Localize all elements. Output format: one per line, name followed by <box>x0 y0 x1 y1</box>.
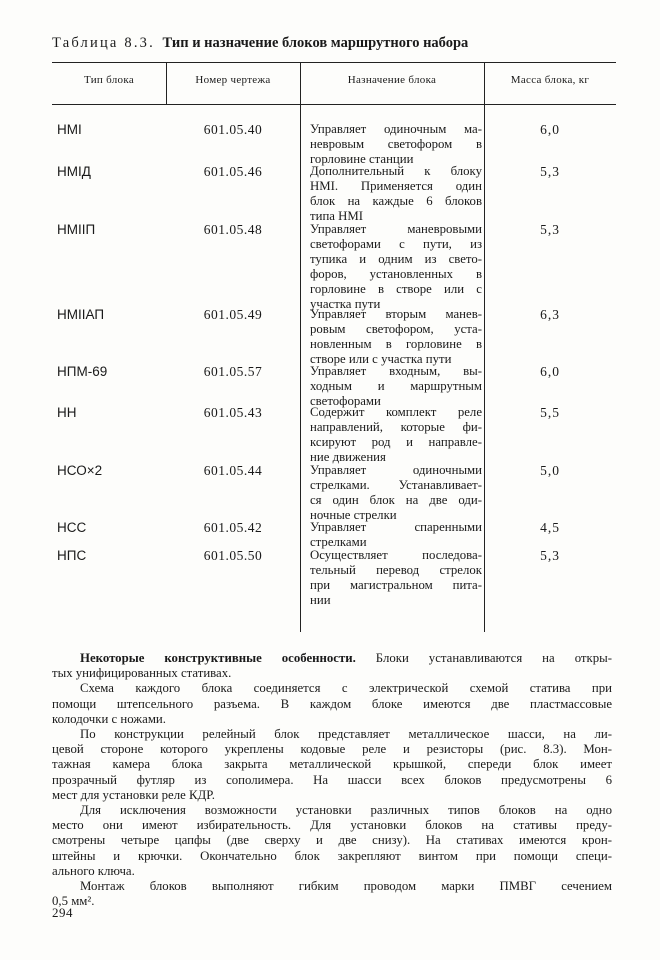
mass-cell: 6,3 <box>540 307 560 322</box>
block-type-cell: НПС <box>57 548 87 563</box>
drawing-number-cell: 601.05.43 <box>203 405 263 420</box>
paragraph-line: тажная камера блока закрыта металлической крышкой, спереди блок имеет <box>52 757 612 772</box>
drawing-number-cell: 601.05.49 <box>203 307 263 322</box>
purpose-line: НМI. Применяется один <box>310 179 482 193</box>
table-top-rule <box>52 62 616 63</box>
purpose-line: тупика и одним из свето- <box>310 252 482 266</box>
purpose-line: стрелками. Устанавливает- <box>310 478 482 492</box>
block-type-cell: НМIIАП <box>57 307 105 322</box>
block-type-cell: НМIIП <box>57 222 96 237</box>
purpose-line: ровым светофором, уста- <box>310 322 482 336</box>
mass-cell: 4,5 <box>540 520 560 535</box>
paragraph-line: помощи штепсельного разъема. В каждом блоке имеются две пластмассовые <box>52 696 612 711</box>
purpose-line: ночные стрелки <box>310 508 397 522</box>
purpose-line: Управляет входным, вы- <box>310 364 482 378</box>
paragraph-line: 0,5 мм². <box>52 894 95 909</box>
purpose-line: Управляет одиночным ма- <box>310 122 482 136</box>
paragraph-line: Схема каждого блока соединяется с электрической схемой статива при <box>80 681 612 696</box>
drawing-number-cell: 601.05.50 <box>203 548 263 563</box>
paragraph-line: По конструкции релейный блок представляет металлическое шасси, на ли- <box>80 727 612 742</box>
purpose-line: Содержит комплект реле <box>310 405 482 419</box>
drawing-number-cell: 601.05.48 <box>203 222 263 237</box>
section-heading: Некоторые конструктивные особенности. <box>80 651 356 665</box>
purpose-line: участка пути <box>310 297 381 311</box>
table-caption <box>52 35 622 52</box>
paragraph-line: цевой стороне которого укреплены кодовые реле и резисторы (рис. 8.3). Мон- <box>52 742 612 757</box>
block-type-cell: НПМ-69 <box>57 364 108 379</box>
paragraph-line <box>52 651 612 666</box>
paragraph-line: прозрачный футляр из сополимера. На шасси всех блоков предусмотрены 6 <box>52 772 612 787</box>
mass-cell: 5,3 <box>540 548 560 563</box>
purpose-line: Осуществляет последова- <box>310 548 482 562</box>
paragraph-line: смотрены четыре цапфы (две сверху и две снизу). На стативах имеются крон- <box>52 833 612 848</box>
mass-cell: 5,3 <box>540 164 560 179</box>
drawing-number-cell: 601.05.44 <box>203 463 263 478</box>
paragraph-text: Блоки устанавливаются на откры- <box>355 651 612 665</box>
paragraph-line: место они имеют избирательность. Для установки блоков на стативы преду- <box>52 818 612 833</box>
drawing-number-cell: 601.05.46 <box>203 164 263 179</box>
purpose-line: Дополнительный к блоку <box>310 164 482 178</box>
purpose-line: Управляет одиночными <box>310 463 482 477</box>
purpose-line: Управляет спаренными <box>310 520 482 534</box>
purpose-line: Управляет вторым манев- <box>310 307 482 321</box>
block-type-cell: НМIД <box>57 164 91 179</box>
paragraph-line: тых унифицированных стативах. <box>52 666 232 681</box>
table-caption-title: Тип и назначение блоков маршрутного набора <box>162 35 469 51</box>
block-type-cell: НН <box>57 405 77 420</box>
paragraph-line: колодочки с ножами. <box>52 711 166 726</box>
mass-cell: 5,5 <box>540 405 560 420</box>
purpose-line: Управляет маневровыми <box>310 222 482 236</box>
paragraph-line: Монтаж блоков выполняют гибким проводом марки ПМВГ сечением <box>80 879 612 894</box>
purpose-line: тельный перевод стрелок <box>310 563 482 577</box>
purpose-line: светофорами с пути, из <box>310 237 482 251</box>
mass-cell: 6,0 <box>540 122 560 137</box>
paragraph-line: ального ключа. <box>52 863 135 878</box>
mass-cell: 5,3 <box>540 222 560 237</box>
purpose-cell <box>310 307 482 367</box>
purpose-cell <box>310 405 482 465</box>
table-header-mass: Масса блока, кг <box>510 74 590 86</box>
paragraph-line: Для исключения возможности установки различных типов блоков на одно <box>80 803 612 818</box>
purpose-line: направлений, которые фи- <box>310 420 482 434</box>
purpose-cell <box>310 122 482 167</box>
paragraph-line: штейны и крючки. Окончательно блок закрепляют винтом при помощи специ- <box>52 848 612 863</box>
block-type-cell: НСС <box>57 520 87 535</box>
purpose-line: горловине в створе или с <box>310 282 482 296</box>
table-header-drawing-number: Номер чертежа <box>195 74 271 86</box>
purpose-cell <box>310 520 482 550</box>
purpose-line: стрелками <box>310 535 367 549</box>
table-header-type: Тип блока <box>83 74 135 86</box>
paragraph-line: мест для установки реле КДР. <box>52 787 215 802</box>
purpose-line: при магистральном пита- <box>310 578 482 592</box>
purpose-cell <box>310 548 482 608</box>
purpose-cell <box>310 164 482 224</box>
table-column-divider <box>484 62 485 632</box>
purpose-line: новленным в горловине в <box>310 337 482 351</box>
purpose-line: нии <box>310 593 331 607</box>
table-column-divider <box>300 62 301 632</box>
table-caption-label: Таблица 8.3. <box>52 35 155 51</box>
mass-cell: 6,0 <box>540 364 560 379</box>
purpose-cell <box>310 364 482 409</box>
purpose-line: ходным и маршрутным <box>310 379 482 393</box>
block-type-cell: НСО×2 <box>57 463 103 478</box>
purpose-line: створе или с участка пути <box>310 352 452 366</box>
page-number: 294 <box>52 905 73 920</box>
purpose-line: блок на каждые 6 блоков <box>310 194 482 208</box>
drawing-number-cell: 601.05.42 <box>203 520 263 535</box>
purpose-line: типа НМI <box>310 209 364 223</box>
block-type-cell: НМI <box>57 122 82 137</box>
drawing-number-cell: 601.05.40 <box>203 122 263 137</box>
purpose-line: ксируют род и направле- <box>310 435 482 449</box>
drawing-number-cell: 601.05.57 <box>203 364 263 379</box>
mass-cell: 5,0 <box>540 463 560 478</box>
purpose-line: форов, установленных в <box>310 267 482 281</box>
purpose-cell <box>310 463 482 523</box>
purpose-line: ние движения <box>310 450 386 464</box>
table-header-purpose: Назначение блока <box>347 74 437 86</box>
purpose-line: горловине станции <box>310 152 414 166</box>
body-text <box>52 651 612 909</box>
purpose-line: ся один блок на две оди- <box>310 493 482 507</box>
purpose-cell <box>310 222 482 312</box>
purpose-line: невровым светофором в <box>310 137 482 151</box>
table-header-rule <box>52 104 616 105</box>
purpose-line: светофорами <box>310 394 381 408</box>
